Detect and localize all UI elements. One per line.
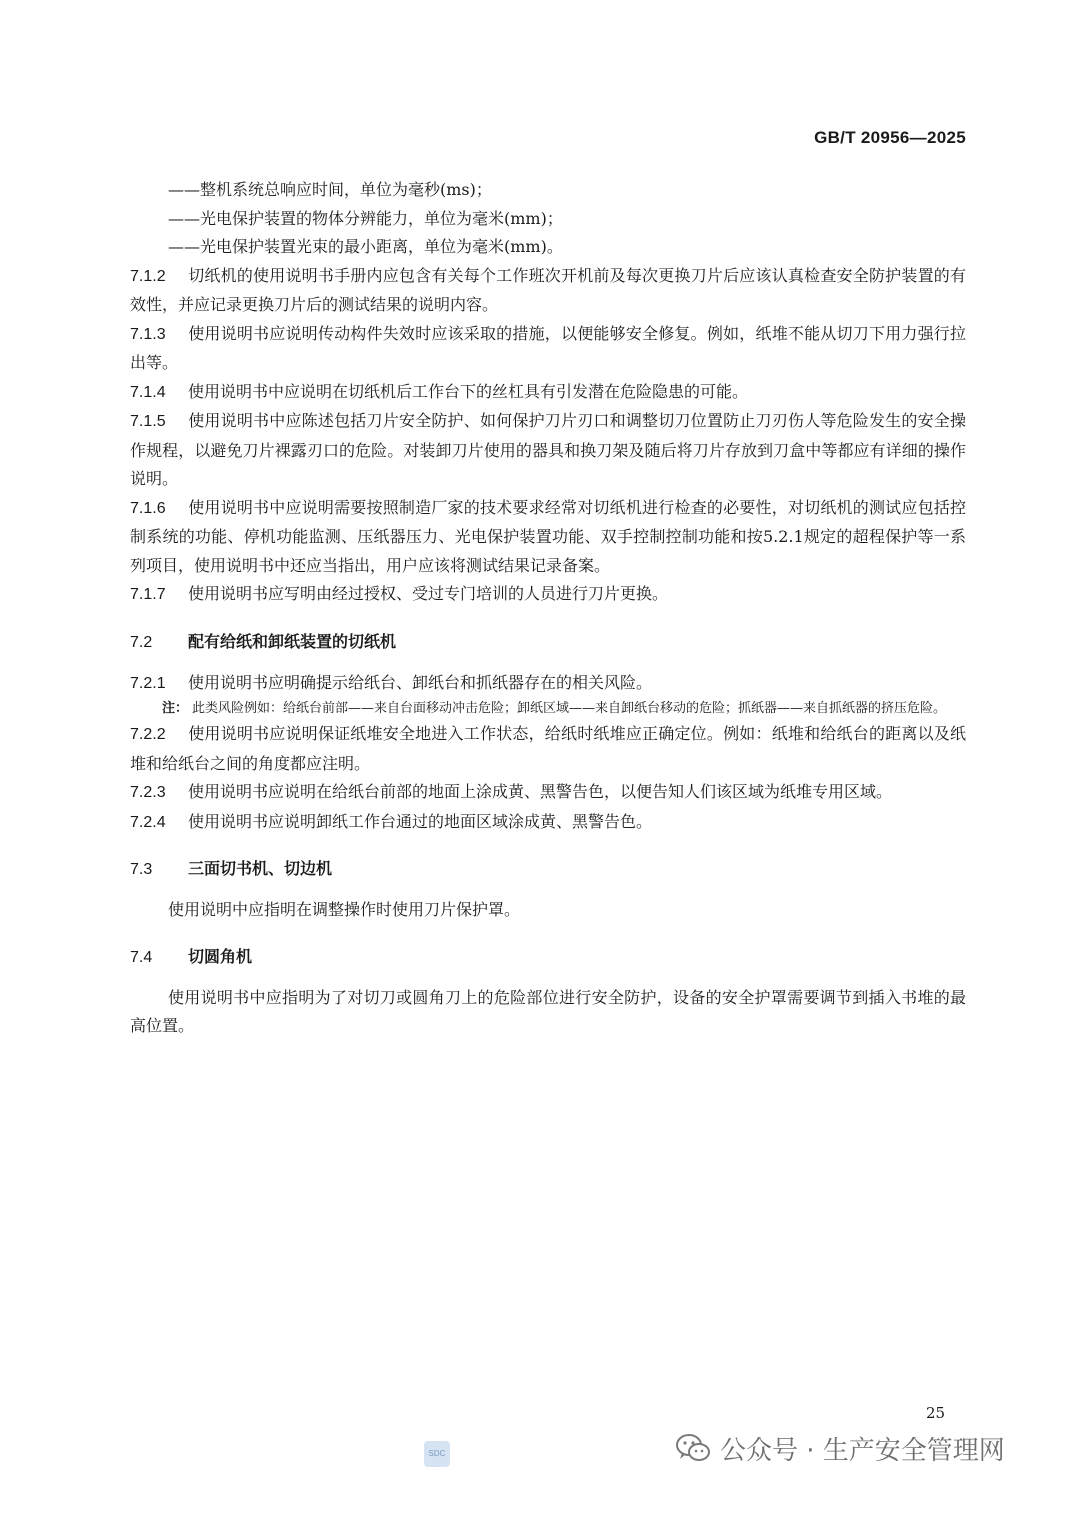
wechat-watermark xyxy=(676,1428,1005,1468)
clause-number: 7.1.7 xyxy=(130,586,166,603)
clause-7-1-7 xyxy=(130,580,966,610)
standard-code: GB/T 20956—2025 xyxy=(814,128,966,147)
section-title: 配有给纸和卸纸装置的切纸机 xyxy=(188,631,397,651)
clause-number: 7.2.2 xyxy=(130,726,166,743)
clause-text: 使用说明书应说明在给纸台前部的地面上涂成黄、黑警告色，以便告知人们该区域为纸堆专用区域。 xyxy=(188,782,893,801)
clause-number: 7.2.3 xyxy=(130,784,166,801)
clause-7-1-6 xyxy=(130,494,966,581)
section-number: 7.3 xyxy=(130,861,153,878)
section-number: 7.4 xyxy=(130,948,153,966)
dash-item-beam-distance: ——光电保护装置光束的最小距离，单位为毫米(mm)。 xyxy=(168,237,563,256)
clause-text: 使用说明书应说明卸纸工作台通过的地面区域涂成黄、黑警告色。 xyxy=(188,811,653,831)
clause-7-2-1 xyxy=(130,669,966,699)
section-7-4-heading xyxy=(130,943,966,972)
dash-item-response-time: ——整机系统总响应时间，单位为毫秒(ms)； xyxy=(168,180,492,199)
note-7-2-1 xyxy=(130,698,966,720)
page-number: 25 xyxy=(926,1404,946,1422)
note-text: 此类风险例如：给纸台前部——来自台面移动冲击危险；卸纸区域——来自卸纸台移动的危险；抓纸器——来自抓纸器的挤压危险。 xyxy=(192,701,947,716)
sdc-logo-text: SDC xyxy=(428,1449,446,1458)
note-label: 注： xyxy=(162,701,189,716)
section-7-2-heading xyxy=(130,628,966,657)
clause-number: 7.1.6 xyxy=(130,499,166,517)
clause-7-2-2 xyxy=(130,720,966,778)
clause-7-1-3 xyxy=(130,320,966,378)
section-title: 切圆角机 xyxy=(188,946,253,966)
clause-text: 使用说明书中应说明需要按照制造厂家的技术要求经常对切纸机进行检查的必要性，对切纸机的测试应包括控制系统的功能、停机功能监测、压纸器压力、光电保护装置功能、双手控制控制功能和按5.2.1规定的超程保护等一系列项目，使用说明书中还应当指出，用户应该将测试结果记录备案。 xyxy=(130,497,966,575)
document-body xyxy=(130,176,966,1041)
sdc-logo xyxy=(424,1441,450,1467)
clause-text: 使用说明书应写明由经过授权、受过专门培训的人员进行刀片更换。 xyxy=(188,584,669,603)
watermark-text: 公众号 · 生产安全管理网 xyxy=(720,1435,1005,1466)
section-7-3-heading xyxy=(130,855,966,884)
clause-text: 使用说明书中应说明在切纸机后工作台下的丝杠具有引发潜在危险隐患的可能。 xyxy=(188,381,749,401)
clause-7-1-2 xyxy=(130,262,966,320)
clause-text: 切纸机的使用说明书手册内应包含有关每个工作班次开机前及每次更换刀片后应该认真检查安全防护装置的有效性，并应记录更换刀片后的测试结果的说明内容。 xyxy=(130,265,966,314)
clause-7-2-4 xyxy=(130,808,966,838)
clause-text: 使用说明书应明确提示给纸台、卸纸台和抓纸器存在的相关风险。 xyxy=(188,672,653,692)
clause-7-1-5 xyxy=(130,407,966,494)
clause-number: 7.1.3 xyxy=(130,325,166,343)
clause-text: 使用说明书应说明传动构件失效时应该采取的措施，以便能够安全修复。例如，纸堆不能从切刀下用力强行拉出等。 xyxy=(130,323,966,372)
clause-7-2-3 xyxy=(130,778,966,808)
section-7-3-text: 使用说明中应指明在调整操作时使用刀片保护罩。 xyxy=(168,900,521,919)
clause-number: 7.1.2 xyxy=(130,267,166,285)
clause-number: 7.2.1 xyxy=(130,674,166,692)
section-number: 7.2 xyxy=(130,633,153,651)
clause-number: 7.1.5 xyxy=(130,413,166,430)
clause-number: 7.1.4 xyxy=(130,383,166,401)
dash-item-resolution: ——光电保护装置的物体分辨能力，单位为毫米(mm)； xyxy=(168,208,563,228)
clause-7-1-4 xyxy=(130,378,966,408)
wechat-icon xyxy=(676,1433,710,1463)
section-7-4-text: 使用说明书中应指明为了对切刀或圆角刀上的危险部位进行安全防护，设备的安全护罩需要调节到插入书堆的最高位置。 xyxy=(130,987,966,1035)
clause-text: 使用说明书中应陈述包括刀片安全防护、如何保护刀片刃口和调整切刀位置防止刀刃伤人等危险发生的安全操作规程，以避免刀片裸露刃口的危险。对装卸刀片使用的器具和换刀架及随后将刀片存放到刀盒中等都应有详细的操作说明。 xyxy=(130,411,966,488)
clause-text: 使用说明书应说明保证纸堆安全地进入工作状态，给纸时纸堆应正确定位。例如：纸堆和给纸台的距离以及纸堆和给纸台之间的角度都应注明。 xyxy=(130,724,966,773)
clause-number: 7.2.4 xyxy=(130,813,166,831)
section-title: 三面切书机、切边机 xyxy=(188,859,333,878)
